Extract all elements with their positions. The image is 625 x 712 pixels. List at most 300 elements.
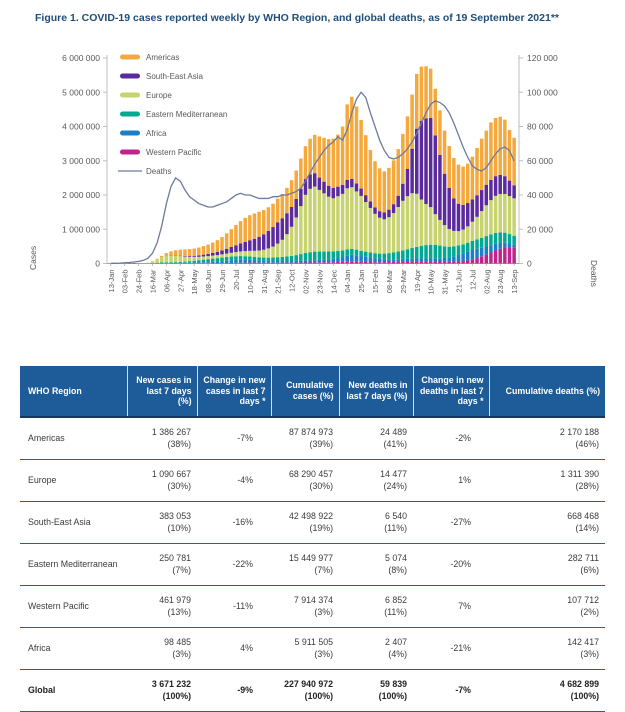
bar-segment [471,241,475,250]
bar-segment [378,259,382,262]
bar-segment [313,252,317,261]
bar-segment [281,261,285,263]
bar-segment [447,262,451,264]
bar-segment [271,263,275,264]
bar-segment [285,256,289,261]
bar-segment [447,146,451,188]
right-axis-tick: 60 000 [527,156,553,166]
x-axis-tick: 31-Aug [260,270,269,294]
percent-share: (2%) [495,607,599,618]
bar-segment [480,238,484,248]
bar-segment [369,150,373,201]
bar-segment [332,259,336,262]
bar-segment [494,196,498,233]
bar-segment [253,257,257,260]
bar-segment [457,165,461,204]
bar-segment [369,252,373,257]
bar-segment [257,250,261,257]
bar-segment [183,256,187,257]
right-axis-tick: 40 000 [527,190,553,200]
bar-segment [318,260,322,262]
bar-segment [420,200,424,246]
bar-segment [220,261,224,263]
x-axis-tick: 21-Jun [454,270,463,293]
bar-segment [220,258,224,262]
bar-segment [281,263,285,264]
bar-segment [350,249,354,255]
bar-segment [471,259,475,263]
bar-segment [225,257,229,261]
x-axis-tick: 10-Aug [246,270,255,294]
bar-segment [434,258,438,261]
x-axis-tick: 08-Mar [385,269,394,293]
change-cell: -22% [197,544,271,586]
bar-segment [396,252,400,260]
x-axis-tick: 18-May [190,269,199,294]
bar-segment [322,252,326,260]
change-cell: -9% [197,670,271,712]
bar-segment [485,247,489,255]
bar-segment [471,199,475,221]
x-axis-tick: 31-May [441,269,450,294]
bar-segment [299,189,303,206]
bar-segment [332,262,336,263]
bar-segment [318,252,322,260]
percent-share: (30%) [277,481,333,492]
bar-segment [294,261,298,263]
bar-segment [383,212,387,219]
bar-segment [318,190,322,252]
bar-segment [392,160,396,204]
column-header: Cumulative cases (%) [271,366,339,417]
bar-segment [392,259,396,262]
bar-segment [489,245,493,252]
value-cell: 15 449 977 (7%) [271,544,339,586]
bar-segment [443,258,447,262]
bar-segment [304,253,308,261]
bar-segment [202,256,206,259]
bar-segment [322,260,326,263]
bar-segment [262,250,266,258]
bar-segment [424,245,428,258]
legend-label: Eastern Mediterranean [146,110,227,119]
x-axis-tick: 14-Dec [329,269,338,293]
bar-segment [267,207,271,231]
bar-segment [424,261,428,263]
percent-share: (11%) [345,523,407,534]
bar-segment [429,69,433,118]
x-axis-tick: 23-Nov [315,269,324,293]
bar-segment [262,210,266,234]
bar-segment [243,260,247,263]
bar-segment [429,261,433,263]
bar-segment [480,139,484,190]
left-axis-tick: 1 000 000 [62,224,100,234]
bar-segment [234,252,238,256]
bar-segment [401,259,405,262]
bar-segment [243,263,247,264]
bar-segment [234,263,238,264]
bar-segment [239,221,243,243]
bar-segment [188,257,192,261]
bar-segment [202,255,206,257]
bar-segment [267,263,271,264]
bar-segment [359,196,363,251]
value-cell: 3 671 232 (100%) [127,670,197,712]
bar-segment [322,138,326,182]
bar-segment [188,249,192,256]
percent-share: (38%) [133,439,191,450]
bar-segment [313,262,317,263]
bar-segment [206,254,210,256]
bar-segment [434,135,438,214]
bar-segment [239,251,243,256]
bar-segment [369,262,373,264]
left-axis-tick: 2 000 000 [62,190,100,200]
bar-segment [452,231,456,246]
bar-segment [480,211,484,238]
bar-segment [327,259,331,262]
x-axis-tick: 03-Feb [121,270,130,294]
bar-segment [452,158,456,198]
bar-segment [498,249,502,264]
bar-segment [192,261,196,263]
bar-segment [304,146,308,179]
percent-share: (11%) [345,607,407,618]
bar-segment [262,261,266,263]
bar-segment [341,194,345,251]
bar-segment [192,263,196,264]
change-cell: -27% [413,502,489,544]
bar-segment [475,217,479,240]
bar-segment [267,248,271,257]
bar-segment [151,261,155,263]
bar-segment [373,214,377,253]
x-axis-tick: 08-Jun [204,270,213,293]
x-axis-tick: 29-Jun [218,270,227,293]
table-row [20,670,605,712]
bar-segment [396,259,400,261]
bar-segment [225,254,229,257]
bar-segment [503,194,507,233]
column-header: Change in new deaths in last 7 days * [413,366,489,417]
bar-segment [294,199,298,217]
bar-segment [341,257,345,262]
percent-share: (100%) [495,691,599,702]
bar-segment [373,208,377,214]
percent-share: (100%) [345,691,407,702]
bar-segment [466,252,470,261]
bar-segment [327,197,331,252]
x-axis-tick: 27-Apr [176,269,185,292]
bar-segment [202,262,206,263]
table-row [20,417,605,460]
bar-segment [485,205,489,236]
percent-share: (6%) [495,565,599,576]
table-row [20,544,605,586]
bar-segment [327,251,331,259]
bar-segment [508,196,512,234]
bar-segment [406,261,410,263]
x-axis-tick: 02-Aug [482,270,491,294]
bar-segment [257,257,261,260]
bar-segment [211,243,215,253]
legend-swatch [120,55,140,60]
bar-segment [503,233,507,243]
region-name: Western Pacific [20,586,127,628]
bar-segment [285,234,289,256]
bar-segment [383,262,387,263]
bar-segment [475,195,479,217]
bar-segment [410,193,414,248]
bar-segment [461,244,465,253]
right-axis-tick: 120 000 [527,53,558,63]
bar-segment [216,240,220,252]
bar-segment [359,189,363,196]
bar-segment [206,262,210,263]
chart-svg [0,38,625,338]
change-cell: -16% [197,502,271,544]
region-name: South-East Asia [20,502,127,544]
bar-segment [220,254,224,257]
bar-segment [318,178,322,190]
legend-label: South-East Asia [146,72,203,81]
bar-segment [512,248,516,264]
percent-share: (28%) [495,481,599,492]
bar-segment [345,249,349,255]
bar-segment [387,262,391,264]
bar-segment [322,262,326,263]
who-region-table [20,366,605,712]
bar-segment [299,254,303,261]
bar-segment [299,159,303,189]
bar-segment [429,258,433,261]
bar-segment [234,256,238,260]
bar-segment [494,244,498,251]
bar-segment [503,176,507,194]
region-name: Global [20,670,127,712]
bar-segment [345,104,349,179]
bar-segment [285,263,289,264]
bar-segment [512,185,516,198]
bar-segment [276,244,280,258]
bar-segment [480,248,484,257]
bar-segment [461,205,465,230]
bar-segment [234,225,238,245]
bar-segment [350,262,354,264]
value-cell: 142 417 (3%) [489,628,605,670]
value-cell: 87 874 973 (39%) [271,417,339,460]
percent-share: (39%) [277,439,333,450]
bar-segment [447,257,451,261]
bar-segment [452,256,456,261]
bar-segment [281,194,285,218]
bar-segment [512,244,516,247]
bar-segment [202,246,206,255]
bar-segment [424,204,428,245]
column-header: New deaths in last 7 days (%) [339,366,413,417]
bar-segment [211,262,215,263]
bar-segment [443,225,447,246]
value-cell: 461 979 (13%) [127,586,197,628]
bar-segment [378,218,382,254]
bar-segment [415,74,419,129]
legend-swatch [120,150,140,155]
bar-segment [225,233,229,248]
bar-segment [415,247,419,259]
bar-segment [387,210,391,218]
bar-segment [350,187,354,249]
region-name: Americas [20,417,127,460]
bar-segment [355,262,359,264]
bar-segment [322,193,326,251]
x-axis-labels [107,264,519,295]
bar-segment [485,255,489,264]
legend-swatch [120,131,140,136]
bar-segment [461,167,465,205]
bar-segment [480,256,484,263]
right-axis-tick: 80 000 [527,122,553,132]
x-axis-tick: 10-May [427,269,436,294]
bar-segment [420,246,424,259]
bar-segment [512,198,516,235]
bar-segment [364,262,368,264]
bar-segment [281,257,285,261]
bar-segment [508,243,512,247]
bar-segment [396,196,400,207]
bar-segment [387,217,391,253]
bar-segment [183,249,187,256]
bar-segment [345,188,349,249]
bar-segment [188,261,192,263]
bar-segment [401,134,405,184]
x-axis-tick: 24-Feb [135,270,144,294]
bar-segment [234,245,238,252]
bar-segment [429,118,433,207]
column-header: Cumulative deaths (%) [489,366,605,417]
bar-segment [350,179,354,187]
percent-share: (7%) [133,565,191,576]
bar-segment [336,187,340,197]
bar-segment [387,168,391,210]
bar-segment [494,233,498,244]
bar-segment [443,262,447,264]
bar-segment [466,203,470,226]
percent-share: (3%) [133,649,191,660]
bar-segment [267,258,271,261]
value-cell: 250 781 (7%) [127,544,197,586]
bar-segment [434,245,438,258]
legend-swatch [120,74,140,79]
bar-segment [475,239,479,248]
column-header: Change in new cases in last 7 days * [197,366,271,417]
bar-segment [234,260,238,263]
right-axis-tick: 20 000 [527,224,553,234]
bar-segment [378,211,382,218]
column-header: WHO Region [20,366,127,417]
bar-segment [248,263,252,264]
bar-segment [332,139,336,188]
value-cell: 5 911 505 (3%) [271,628,339,670]
value-cell: 14 477 (24%) [339,460,413,502]
right-axis-tick: 0 [527,259,532,269]
bar-segment [494,176,498,196]
bar-segment [369,258,373,262]
bar-segment [387,253,391,259]
bar-segment [383,254,387,260]
value-cell: 282 711 (6%) [489,544,605,586]
bar-segment [313,173,317,186]
percent-share: (19%) [277,523,333,534]
bar-segment [192,257,196,261]
bar-segment [313,260,317,262]
bar-segment [202,260,206,263]
bar-segment [155,259,159,262]
bar-segment [485,131,489,185]
bar-segment [457,261,461,263]
bar-segment [216,252,220,255]
bar-segment [290,261,294,263]
value-cell: 668 468 (14%) [489,502,605,544]
legend-label: Europe [146,91,172,100]
bar-segment [294,217,298,255]
bar-segment [415,261,419,263]
x-axis-tick: 25-Jan [357,270,366,293]
bar-segment [304,261,308,263]
bar-segment [183,256,187,261]
percent-share: (100%) [133,691,191,702]
bar-segment [424,118,428,204]
bar-segment [165,253,169,256]
bar-segment [401,201,405,251]
percent-share: (4%) [345,649,407,660]
right-axis-tick: 100 000 [527,87,558,97]
bar-segment [359,256,363,262]
bar-segment [336,135,340,187]
change-cell: -20% [413,544,489,586]
change-cell: -4% [197,460,271,502]
bar-segment [489,122,493,180]
change-cell: -11% [197,586,271,628]
bar-segment [230,263,234,264]
bar-segment [257,212,261,237]
bar-segment [420,121,424,200]
bar-segment [396,207,400,252]
bar-segment [169,251,173,255]
bar-segment [318,262,322,263]
bar-segment [392,262,396,264]
bar-segment [294,171,298,199]
bar-segment [248,240,252,251]
bar-segment [332,188,336,198]
bar-segment [461,261,465,263]
bar-segment [248,215,252,240]
bar-segment [401,184,405,201]
bar-segment [480,190,484,211]
bar-segment [420,261,424,263]
value-cell: 42 498 922 (19%) [271,502,339,544]
x-axis-tick: 06-Apr [162,269,171,292]
bar-segment [179,256,183,262]
bar-segment [383,219,387,253]
change-cell: 1% [413,460,489,502]
bar-segment [364,257,368,262]
x-axis-tick: 29-Mar [399,269,408,293]
bar-segment [308,262,312,263]
value-cell: 2 170 188 (46%) [489,417,605,460]
bar-segment [262,258,266,261]
bar-segment [345,256,349,262]
